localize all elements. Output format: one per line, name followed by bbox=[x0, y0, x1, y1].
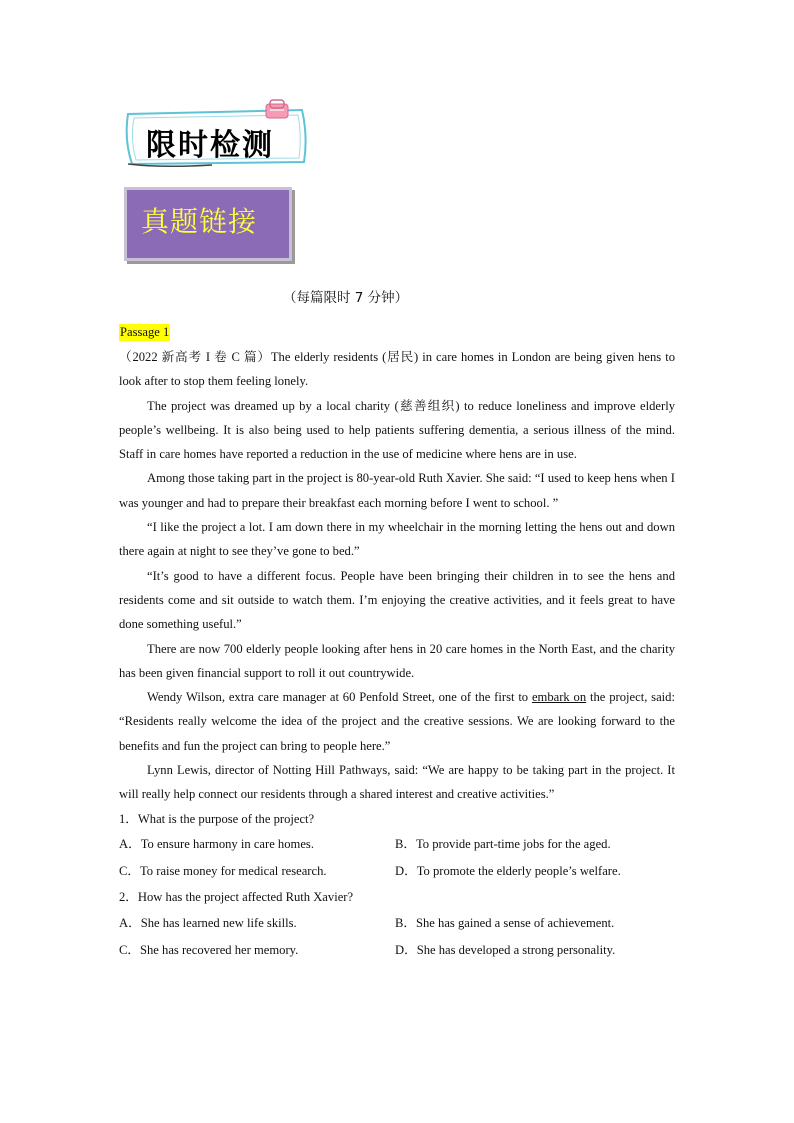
paragraph-text: The elderly residents (居民) in care homes in London are being given hens to look after to stop them feeling lonely. bbox=[119, 350, 675, 389]
page-title: 限时检测 bbox=[146, 128, 274, 163]
section-label: 真题链接 bbox=[141, 205, 258, 238]
passage-paragraph-8: Lynn Lewis, director of Notting Hill Pathways, said: “We are happy to be taking part in the project. It will really help connect our residents through a shared interest and creative activities.” bbox=[119, 763, 675, 802]
passage-source: （2022 新高考 I 卷 C 篇） bbox=[119, 350, 271, 364]
title-banner bbox=[122, 106, 312, 166]
passage-paragraph-7 bbox=[119, 685, 675, 758]
question-1 bbox=[119, 807, 675, 886]
passage-paragraph-4: “I like the project a lot. I am down there in my wheelchair in the morning letting the hens out and down there again at night to see they’ve gone to bed.” bbox=[119, 520, 675, 559]
option-a[interactable]: A．To ensure harmony in care homes. bbox=[119, 836, 314, 851]
paragraph-text: the project, said: “Residents really welcome the idea of the project and the creative sessions. We are looking forward to the benefits and fun the project can bring to people here.” bbox=[119, 690, 675, 753]
section-label-box bbox=[124, 187, 292, 261]
passage-paragraph-3: Among those taking part in the project is 80-year-old Ruth Xavier. She said: “I used to keep hens when I was younger and had to prepare their breakfast each morning before I went to school. ” bbox=[119, 471, 675, 510]
question-stem: 1．What is the purpose of the project? bbox=[119, 811, 315, 826]
option-a[interactable]: A．She has learned new life skills. bbox=[119, 915, 297, 930]
option-c[interactable]: C．To raise money for medical research. bbox=[119, 864, 327, 879]
option-b[interactable]: B．She has gained a sense of achievement. bbox=[395, 915, 615, 930]
passage-content bbox=[119, 320, 675, 964]
passage-paragraph-6: There are now 700 elderly people looking after hens in 20 care homes in the North East, and the charity has been given financial support to roll it out countrywide. bbox=[119, 641, 675, 680]
time-limit-note: （每篇限时 7 分钟） bbox=[283, 290, 409, 306]
paragraph-text: Wendy Wilson, extra care manager at 60 Penfold Street, one of the first to bbox=[147, 690, 529, 705]
passage-label: Passage 1 bbox=[120, 325, 170, 339]
option-d[interactable]: D．She has developed a strong personality. bbox=[395, 942, 616, 957]
passage-paragraph-2: The project was dreamed up by a local charity (慈善组织) to reduce loneliness and improve elderly people’s wellbeing. It is also being used to help patients suffering dementia, a serious illness of the mind. Staff in care homes have reported a reduction in the use of medicine where hens are in use. bbox=[119, 398, 675, 462]
question-2 bbox=[119, 885, 675, 964]
question-stem: 2．How has the project affected Ruth Xavier? bbox=[119, 890, 354, 905]
underlined-phrase: embark on bbox=[531, 690, 587, 705]
option-c[interactable]: C．She has recovered her memory. bbox=[119, 942, 299, 957]
option-d[interactable]: D．To promote the elderly people’s welfare. bbox=[395, 864, 621, 879]
option-b[interactable]: B．To provide part-time jobs for the aged. bbox=[395, 836, 611, 851]
passage-paragraph-5: “It’s good to have a different focus. People have been bringing their children in to see the hens and residents come and sit outside to watch them. I’m enjoying the creative activities, and it feels great to have done something useful.” bbox=[119, 568, 675, 632]
passage-paragraph-1 bbox=[119, 345, 675, 394]
